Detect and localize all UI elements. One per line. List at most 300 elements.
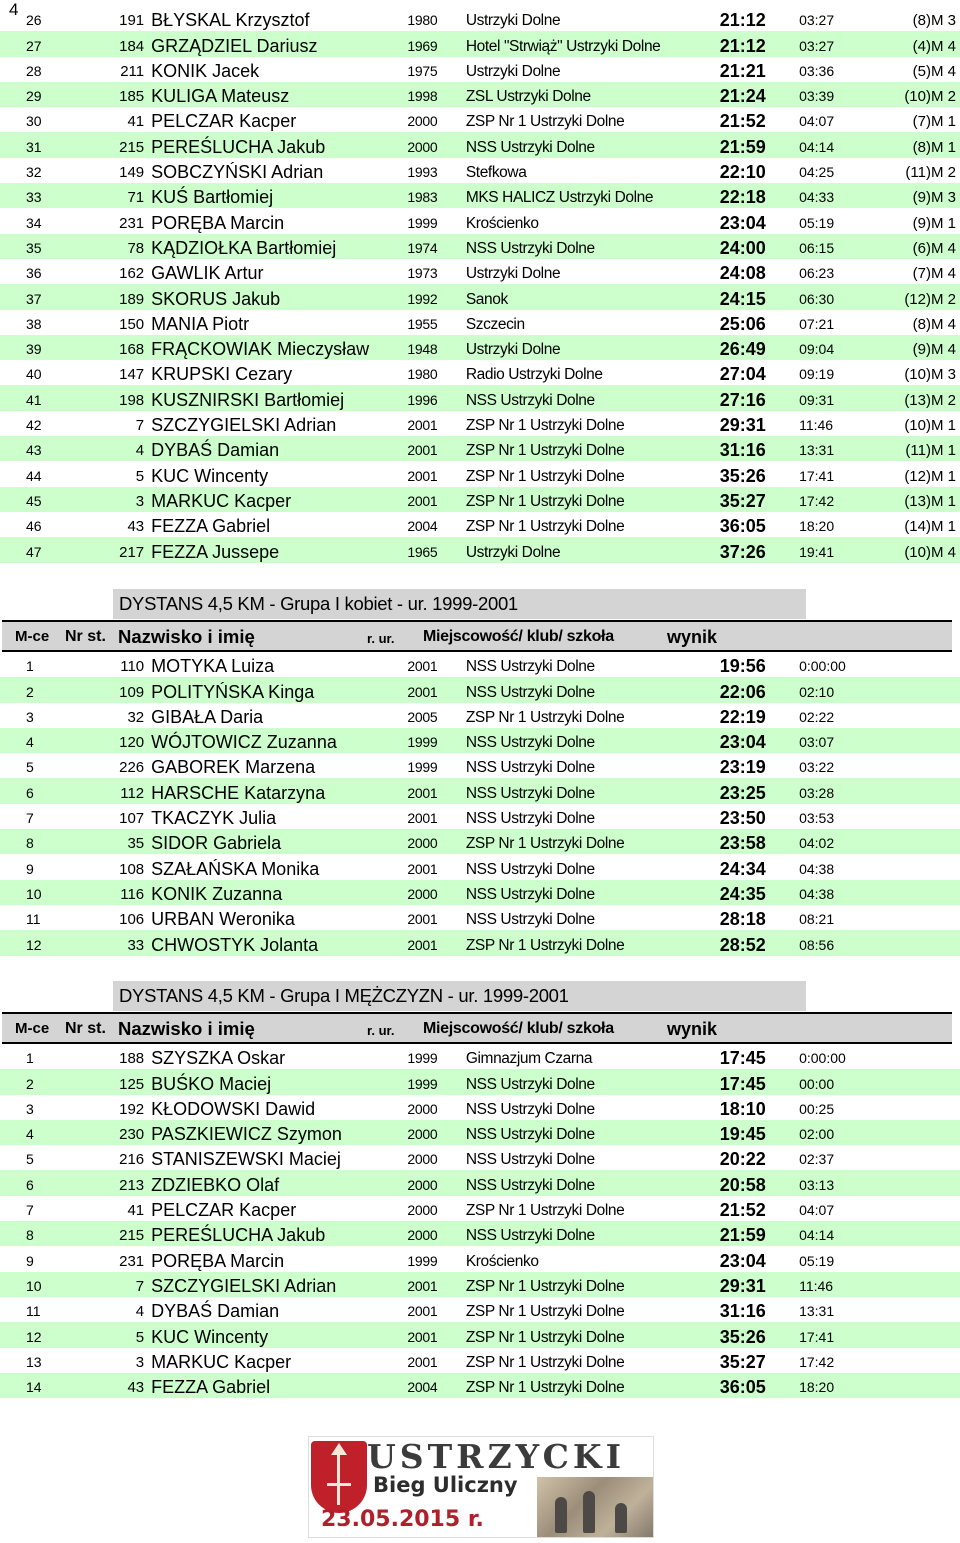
cell-bib: 125 bbox=[90, 1069, 144, 1094]
cell-diff: 11:46 bbox=[799, 1272, 883, 1297]
cell-time: 27:16 bbox=[720, 385, 799, 410]
cell-position: 9 bbox=[26, 1252, 34, 1269]
cell-year: 2001 bbox=[407, 810, 438, 827]
cell-bib: 215 bbox=[90, 132, 144, 157]
table-row bbox=[0, 1246, 960, 1271]
cell-diff: 06:30 bbox=[799, 284, 883, 309]
cell-year: 1992 bbox=[407, 284, 465, 309]
cell-category: (10)M 2 bbox=[883, 82, 960, 107]
cell-club: ZSP Nr 1 Ustrzyki Dolne bbox=[465, 1353, 625, 1371]
cell-category: (12)M 2 bbox=[883, 284, 960, 309]
cell-category: (9)M 4 bbox=[883, 335, 960, 360]
cell-category: (7)M 1 bbox=[912, 113, 956, 131]
cell-year: 1999 bbox=[407, 728, 465, 753]
table-row bbox=[0, 1348, 960, 1373]
cell-diff: 13:31 bbox=[799, 436, 883, 461]
cell-time: 37:26 bbox=[720, 537, 799, 562]
cell-position: 43 bbox=[0, 436, 90, 461]
cell-year: 2001 bbox=[407, 487, 465, 512]
cell-position: 8 bbox=[0, 829, 90, 854]
cell-name: SZAŁAŃSKA Monika bbox=[151, 858, 320, 879]
cell-time: 21:52 bbox=[719, 1200, 766, 1221]
results-table-women bbox=[0, 652, 960, 956]
cell-category: (11)M 2 bbox=[905, 164, 956, 182]
cell-diff: 03:22 bbox=[799, 759, 835, 776]
cell-time: 21:21 bbox=[719, 60, 766, 81]
cell-diff: 17:41 bbox=[799, 1322, 883, 1347]
cell-time: 22:06 bbox=[720, 677, 799, 702]
table-header-men bbox=[2, 1012, 952, 1044]
cell-club: MKS HALICZ Ustrzyki Dolne bbox=[466, 183, 720, 208]
cell-name: SZCZYGIELSKI Adrian bbox=[151, 415, 337, 436]
cell-position: 8 bbox=[0, 1221, 90, 1246]
cell-time: 19:56 bbox=[719, 656, 766, 677]
cell-bib: 32 bbox=[127, 708, 145, 726]
cell-time: 24:15 bbox=[720, 284, 799, 309]
cell-diff: 18:20 bbox=[799, 1373, 883, 1398]
cell-year: 2000 bbox=[407, 829, 465, 854]
table-row bbox=[0, 512, 960, 537]
table-row bbox=[0, 82, 960, 107]
cell-name: SZCZYGIELSKI Adrian bbox=[144, 1272, 407, 1297]
cell-club: ZSP Nr 1 Ustrzyki Dolne bbox=[466, 1322, 720, 1347]
cell-name: GRZĄDZIEL Dariusz bbox=[144, 31, 407, 56]
results-table-open bbox=[0, 6, 960, 563]
cell-club: ZSP Nr 1 Ustrzyki Dolne bbox=[466, 1373, 720, 1398]
cell-category: (12)M 1 bbox=[904, 467, 956, 485]
cell-position: 1 bbox=[26, 658, 34, 675]
cell-time: 20:22 bbox=[719, 1149, 766, 1170]
cell-club: Hotel "Strwiąż" Ustrzyki Dolne bbox=[466, 31, 720, 56]
cell-category: (8)M 3 bbox=[912, 12, 956, 30]
header-year: r. ur. bbox=[367, 1023, 395, 1038]
cell-position: 35 bbox=[0, 234, 90, 259]
cell-bib: 149 bbox=[119, 164, 145, 182]
cell-club: Krościenko bbox=[465, 214, 539, 232]
cell-position: 9 bbox=[26, 860, 34, 877]
cell-year: 1980 bbox=[407, 366, 438, 383]
cell-year: 1999 bbox=[407, 1069, 465, 1094]
cell-name: MOTYKA Luiza bbox=[151, 656, 275, 677]
header-position: M-ce bbox=[15, 628, 50, 645]
cell-time: 25:06 bbox=[719, 313, 766, 334]
cell-year: 2000 bbox=[407, 1100, 438, 1117]
cell-year: 2001 bbox=[407, 1322, 465, 1347]
cell-name: PELCZAR Kacper bbox=[151, 1200, 297, 1221]
cell-position: 4 bbox=[0, 1120, 90, 1145]
table-row bbox=[0, 259, 960, 284]
cell-diff: 17:42 bbox=[799, 1353, 835, 1370]
cell-bib: 43 bbox=[127, 518, 145, 536]
cell-category: (10)M 4 bbox=[883, 537, 960, 562]
cell-time: 21:59 bbox=[720, 132, 799, 157]
cell-category: (10)M 1 bbox=[904, 417, 956, 435]
cell-position: 37 bbox=[0, 284, 90, 309]
cell-name: SOBCZYŃSKI Adrian bbox=[151, 162, 324, 183]
logo-date: 23.05.2015 r. bbox=[321, 1507, 484, 1532]
header-result: wynik bbox=[667, 1019, 718, 1039]
cell-time: 23:04 bbox=[719, 1250, 766, 1271]
cell-name: KUC Wincenty bbox=[144, 1322, 407, 1347]
table-row bbox=[0, 1120, 960, 1145]
cell-position: 29 bbox=[0, 82, 90, 107]
header-result: wynik bbox=[667, 627, 718, 647]
cell-time: 23:04 bbox=[719, 212, 766, 233]
cell-time: 17:45 bbox=[719, 1048, 766, 1069]
cell-bib: 162 bbox=[119, 265, 145, 283]
cell-position: 10 bbox=[0, 1272, 90, 1297]
cell-diff: 04:14 bbox=[799, 132, 883, 157]
cell-bib: 3 bbox=[90, 487, 144, 512]
group-title-women: DYSTANS 4,5 KM - Grupa I kobiet - ur. 1999-2001 bbox=[113, 589, 806, 619]
cell-club: Ustrzyki Dolne bbox=[465, 265, 561, 283]
cell-bib: 231 bbox=[119, 1252, 145, 1270]
table-row bbox=[0, 335, 960, 360]
cell-diff: 0:00:00 bbox=[799, 658, 846, 675]
cell-club: Krościenko bbox=[465, 1252, 539, 1270]
header-club: Miejscowość/ klub/ szkoła bbox=[423, 1020, 614, 1037]
cell-diff: 17:41 bbox=[799, 467, 835, 484]
cell-time: 24:00 bbox=[720, 234, 799, 259]
cell-diff: 08:21 bbox=[799, 911, 835, 928]
cell-name: SZYSZKA Oskar bbox=[151, 1048, 286, 1069]
table-row bbox=[0, 703, 960, 728]
cell-diff: 03:28 bbox=[799, 778, 883, 803]
cell-position: 40 bbox=[26, 366, 42, 383]
cell-bib: 116 bbox=[90, 880, 144, 905]
cell-bib: 226 bbox=[119, 759, 145, 777]
cell-diff: 09:31 bbox=[799, 385, 883, 410]
table-row bbox=[0, 652, 960, 677]
cell-position: 27 bbox=[0, 31, 90, 56]
cell-name: KUC Wincenty bbox=[151, 465, 269, 486]
cell-year: 2000 bbox=[407, 1151, 438, 1168]
cell-year: 2001 bbox=[407, 677, 465, 702]
cell-position: 12 bbox=[0, 930, 90, 955]
table-row bbox=[0, 1221, 960, 1246]
logo-subtitle: Bieg Uliczny bbox=[373, 1473, 518, 1497]
cell-category: (8)M 4 bbox=[912, 315, 956, 333]
table-row bbox=[0, 183, 960, 208]
cell-year: 1999 bbox=[407, 1050, 438, 1067]
cell-name: GAWLIK Artur bbox=[151, 263, 264, 284]
cell-bib: 41 bbox=[127, 113, 145, 131]
cell-bib: 198 bbox=[90, 385, 144, 410]
cell-club: NSS Ustrzyki Dolne bbox=[466, 1069, 720, 1094]
cell-time: 24:08 bbox=[719, 263, 766, 284]
cell-time: 29:31 bbox=[720, 1272, 799, 1297]
cell-name: MARKUC Kacper bbox=[144, 487, 407, 512]
table-row bbox=[0, 385, 960, 410]
cell-time: 36:05 bbox=[720, 1373, 799, 1398]
cell-club: ZSP Nr 1 Ustrzyki Dolne bbox=[465, 1202, 625, 1220]
table-row bbox=[0, 461, 960, 486]
cell-diff: 03:36 bbox=[799, 62, 835, 79]
page-number: 4 bbox=[9, 0, 19, 19]
table-row bbox=[0, 6, 960, 31]
table-row bbox=[0, 1095, 960, 1120]
cell-name: BŁYSKAL Krzysztof bbox=[151, 10, 310, 31]
runners-photo bbox=[537, 1477, 653, 1537]
cell-bib: 147 bbox=[119, 366, 145, 384]
cell-bib: 230 bbox=[90, 1120, 144, 1145]
cell-bib: 189 bbox=[90, 284, 144, 309]
cell-club: ZSP Nr 1 Ustrzyki Dolne bbox=[465, 113, 625, 131]
table-row bbox=[0, 905, 960, 930]
cell-club: ZSP Nr 1 Ustrzyki Dolne bbox=[465, 417, 625, 435]
cell-year: 2001 bbox=[407, 778, 465, 803]
table-row bbox=[0, 778, 960, 803]
cell-time: 26:49 bbox=[720, 335, 799, 360]
cell-bib: 35 bbox=[90, 829, 144, 854]
cell-year: 2004 bbox=[407, 518, 438, 535]
cell-bib: 217 bbox=[90, 537, 144, 562]
cell-club: Ustrzyki Dolne bbox=[465, 62, 561, 80]
table-row bbox=[0, 1069, 960, 1094]
header-name: Nazwisko i imię bbox=[118, 626, 255, 647]
cell-club: ZSL Ustrzyki Dolne bbox=[466, 82, 720, 107]
cell-diff: 04:14 bbox=[799, 1221, 883, 1246]
cell-position: 33 bbox=[0, 183, 90, 208]
cell-position: 44 bbox=[26, 467, 42, 484]
table-row bbox=[0, 57, 960, 82]
cell-club: NSS Ustrzyki Dolne bbox=[465, 1100, 595, 1118]
cell-year: 2001 bbox=[407, 911, 438, 928]
cell-time: 35:27 bbox=[720, 487, 799, 512]
cell-club: ZSP Nr 1 Ustrzyki Dolne bbox=[465, 1303, 625, 1321]
cell-club: NSS Ustrzyki Dolne bbox=[465, 658, 595, 676]
cell-bib: 33 bbox=[90, 930, 144, 955]
cell-name: POLITYŃSKA Kinga bbox=[144, 677, 407, 702]
cell-position: 36 bbox=[26, 265, 42, 282]
cell-diff: 00:00 bbox=[799, 1069, 883, 1094]
cell-name: PORĘBA Marcin bbox=[151, 212, 285, 233]
cell-bib: 184 bbox=[90, 31, 144, 56]
table-row bbox=[0, 1044, 960, 1069]
cell-name: KONIK Jacek bbox=[151, 60, 260, 81]
cell-bib: 112 bbox=[90, 778, 144, 803]
cell-year: 2001 bbox=[407, 930, 465, 955]
table-row bbox=[0, 487, 960, 512]
cell-club: NSS Ustrzyki Dolne bbox=[466, 880, 720, 905]
cell-club: Sanok bbox=[466, 284, 720, 309]
cell-name: KULIGA Mateusz bbox=[144, 82, 407, 107]
cell-category: (8)M 1 bbox=[883, 132, 960, 157]
cell-bib: 7 bbox=[90, 1272, 144, 1297]
cell-bib: 191 bbox=[119, 12, 145, 30]
cell-time: 27:04 bbox=[719, 364, 766, 385]
cell-year: 2000 bbox=[407, 113, 438, 130]
cell-year: 1980 bbox=[407, 12, 438, 29]
cell-bib: 110 bbox=[120, 658, 145, 676]
cell-club: ZSP Nr 1 Ustrzyki Dolne bbox=[466, 829, 720, 854]
cell-bib: 216 bbox=[119, 1151, 145, 1169]
header-position: M-ce bbox=[15, 1020, 50, 1037]
cell-club: ZSP Nr 1 Ustrzyki Dolne bbox=[465, 708, 625, 726]
cell-year: 2005 bbox=[407, 708, 438, 725]
cell-year: 2001 bbox=[407, 1272, 465, 1297]
cell-club: NSS Ustrzyki Dolne bbox=[466, 1221, 720, 1246]
cell-name: GABOREK Marzena bbox=[151, 757, 316, 778]
cell-time: 23:25 bbox=[720, 778, 799, 803]
cell-year: 1993 bbox=[407, 164, 438, 181]
cell-bib: 188 bbox=[119, 1050, 145, 1068]
cell-bib: 43 bbox=[90, 1373, 144, 1398]
cell-diff: 17:42 bbox=[799, 487, 883, 512]
cell-name: FEZZA Gabriel bbox=[151, 516, 271, 537]
table-row bbox=[0, 854, 960, 879]
cell-diff: 02:22 bbox=[799, 708, 835, 725]
cell-name: GIBAŁA Daria bbox=[151, 706, 264, 727]
cell-diff: 05:19 bbox=[799, 214, 835, 231]
cell-year: 1999 bbox=[407, 214, 438, 231]
cell-bib: 3 bbox=[135, 1353, 145, 1371]
cell-bib: 107 bbox=[119, 810, 145, 828]
cell-name: BUŚKO Maciej bbox=[144, 1069, 407, 1094]
cell-time: 31:16 bbox=[719, 1301, 766, 1322]
cell-category: (9)M 3 bbox=[883, 183, 960, 208]
cell-time: 35:27 bbox=[719, 1351, 766, 1372]
cell-position: 3 bbox=[26, 708, 34, 725]
cell-year: 1973 bbox=[407, 265, 438, 282]
cell-bib: 231 bbox=[119, 214, 145, 232]
cell-year: 2001 bbox=[407, 1353, 438, 1370]
cell-position: 6 bbox=[0, 778, 90, 803]
cell-year: 2000 bbox=[407, 1170, 465, 1195]
cell-year: 2000 bbox=[407, 880, 465, 905]
cell-diff: 02:37 bbox=[799, 1151, 835, 1168]
cell-bib: 5 bbox=[90, 1322, 144, 1347]
cell-position: 2 bbox=[0, 1069, 90, 1094]
cell-time: 35:26 bbox=[720, 1322, 799, 1347]
cell-diff: 04:07 bbox=[799, 1202, 835, 1219]
table-row bbox=[0, 677, 960, 702]
cell-time: 28:18 bbox=[719, 909, 766, 930]
cell-time: 31:16 bbox=[720, 436, 799, 461]
table-row bbox=[0, 537, 960, 562]
cell-club: NSS Ustrzyki Dolne bbox=[466, 132, 720, 157]
cell-position: 7 bbox=[26, 1202, 34, 1219]
cell-diff: 11:46 bbox=[799, 417, 834, 434]
cell-category: (14)M 1 bbox=[904, 518, 956, 536]
cell-year: 1999 bbox=[407, 759, 438, 776]
table-row bbox=[0, 411, 960, 436]
cell-category: (4)M 4 bbox=[883, 31, 960, 56]
results-table-men bbox=[0, 1044, 960, 1398]
cell-club: Szczecin bbox=[465, 315, 525, 333]
cell-time: 21:12 bbox=[719, 10, 766, 31]
cell-time: 22:18 bbox=[720, 183, 799, 208]
cell-position: 13 bbox=[26, 1353, 42, 1370]
cell-bib: 71 bbox=[90, 183, 144, 208]
cell-time: 28:52 bbox=[720, 930, 799, 955]
cell-time: 29:31 bbox=[719, 415, 766, 436]
cell-bib: 108 bbox=[119, 860, 145, 878]
header-year: r. ur. bbox=[367, 631, 395, 646]
cell-name: FEZZA Gabriel bbox=[144, 1373, 407, 1398]
cell-name: FEZZA Jussepe bbox=[144, 537, 407, 562]
table-row bbox=[0, 436, 960, 461]
cell-club: NSS Ustrzyki Dolne bbox=[466, 1170, 720, 1195]
cell-name: STANISZEWSKI Maciej bbox=[151, 1149, 341, 1170]
cell-year: 2000 bbox=[407, 132, 465, 157]
cell-position: 3 bbox=[26, 1100, 34, 1117]
cell-diff: 02:10 bbox=[799, 677, 883, 702]
cell-bib: 192 bbox=[119, 1100, 145, 1118]
cell-club: Radio Ustrzyki Dolne bbox=[465, 366, 603, 384]
cell-club: NSS Ustrzyki Dolne bbox=[465, 810, 595, 828]
cell-year: 1955 bbox=[407, 315, 438, 332]
cell-club: NSS Ustrzyki Dolne bbox=[466, 778, 720, 803]
cell-year: 1974 bbox=[407, 234, 465, 259]
cell-time: 19:45 bbox=[720, 1120, 799, 1145]
cell-diff: 02:00 bbox=[799, 1120, 883, 1145]
cell-position: 45 bbox=[0, 487, 90, 512]
cell-category: (7)M 4 bbox=[912, 265, 956, 283]
cell-club: Ustrzyki Dolne bbox=[466, 335, 720, 360]
cell-name: PASZKIEWICZ Szymon bbox=[144, 1120, 407, 1145]
cell-time: 23:50 bbox=[719, 808, 766, 829]
cell-position: 1 bbox=[26, 1050, 34, 1067]
table-row bbox=[0, 284, 960, 309]
cell-club: NSS Ustrzyki Dolne bbox=[466, 1120, 720, 1145]
table-row bbox=[0, 31, 960, 56]
cell-club: NSS Ustrzyki Dolne bbox=[465, 911, 595, 929]
cell-diff: 03:27 bbox=[799, 12, 835, 29]
cell-year: 1948 bbox=[407, 335, 465, 360]
table-row bbox=[0, 829, 960, 854]
cell-position: 34 bbox=[26, 214, 42, 231]
cell-bib: 109 bbox=[90, 677, 144, 702]
cell-diff: 08:56 bbox=[799, 930, 883, 955]
cell-year: 2001 bbox=[407, 658, 438, 675]
logo-title: USTRZYCKI bbox=[367, 1437, 626, 1476]
cell-name: SKORUS Jakub bbox=[144, 284, 407, 309]
table-row bbox=[0, 208, 960, 233]
cell-time: 23:04 bbox=[720, 728, 799, 753]
cell-time: 23:58 bbox=[720, 829, 799, 854]
cell-diff: 09:19 bbox=[799, 366, 835, 383]
cell-year: 2001 bbox=[407, 467, 438, 484]
table-row bbox=[0, 880, 960, 905]
cell-diff: 06:15 bbox=[799, 234, 883, 259]
table-row bbox=[0, 1322, 960, 1347]
cell-bib: 185 bbox=[90, 82, 144, 107]
table-header-women bbox=[2, 620, 952, 652]
cell-club: ZSP Nr 1 Ustrzyki Dolne bbox=[466, 436, 720, 461]
cell-year: 1983 bbox=[407, 183, 465, 208]
cell-category: (10)M 3 bbox=[904, 366, 956, 384]
header-name: Nazwisko i imię bbox=[118, 1018, 255, 1039]
cell-club: NSS Ustrzyki Dolne bbox=[465, 759, 595, 777]
cell-time: 22:10 bbox=[719, 162, 766, 183]
cell-club: NSS Ustrzyki Dolne bbox=[466, 677, 720, 702]
table-row bbox=[0, 1170, 960, 1195]
cell-club: NSS Ustrzyki Dolne bbox=[465, 1151, 595, 1169]
cell-name: DYBAŚ Damian bbox=[151, 1301, 280, 1322]
cell-bib: 5 bbox=[135, 467, 145, 485]
cell-time: 20:58 bbox=[720, 1170, 799, 1195]
table-row bbox=[0, 1373, 960, 1398]
cell-time: 21:24 bbox=[720, 82, 799, 107]
cell-club: NSS Ustrzyki Dolne bbox=[466, 385, 720, 410]
cell-diff: 03:39 bbox=[799, 82, 883, 107]
cell-name: KĄDZIOŁKA Bartłomiej bbox=[144, 234, 407, 259]
cell-position: 30 bbox=[26, 113, 42, 130]
cell-time: 23:19 bbox=[719, 757, 766, 778]
cell-time: 24:34 bbox=[719, 858, 766, 879]
cell-year: 2000 bbox=[407, 1120, 465, 1145]
